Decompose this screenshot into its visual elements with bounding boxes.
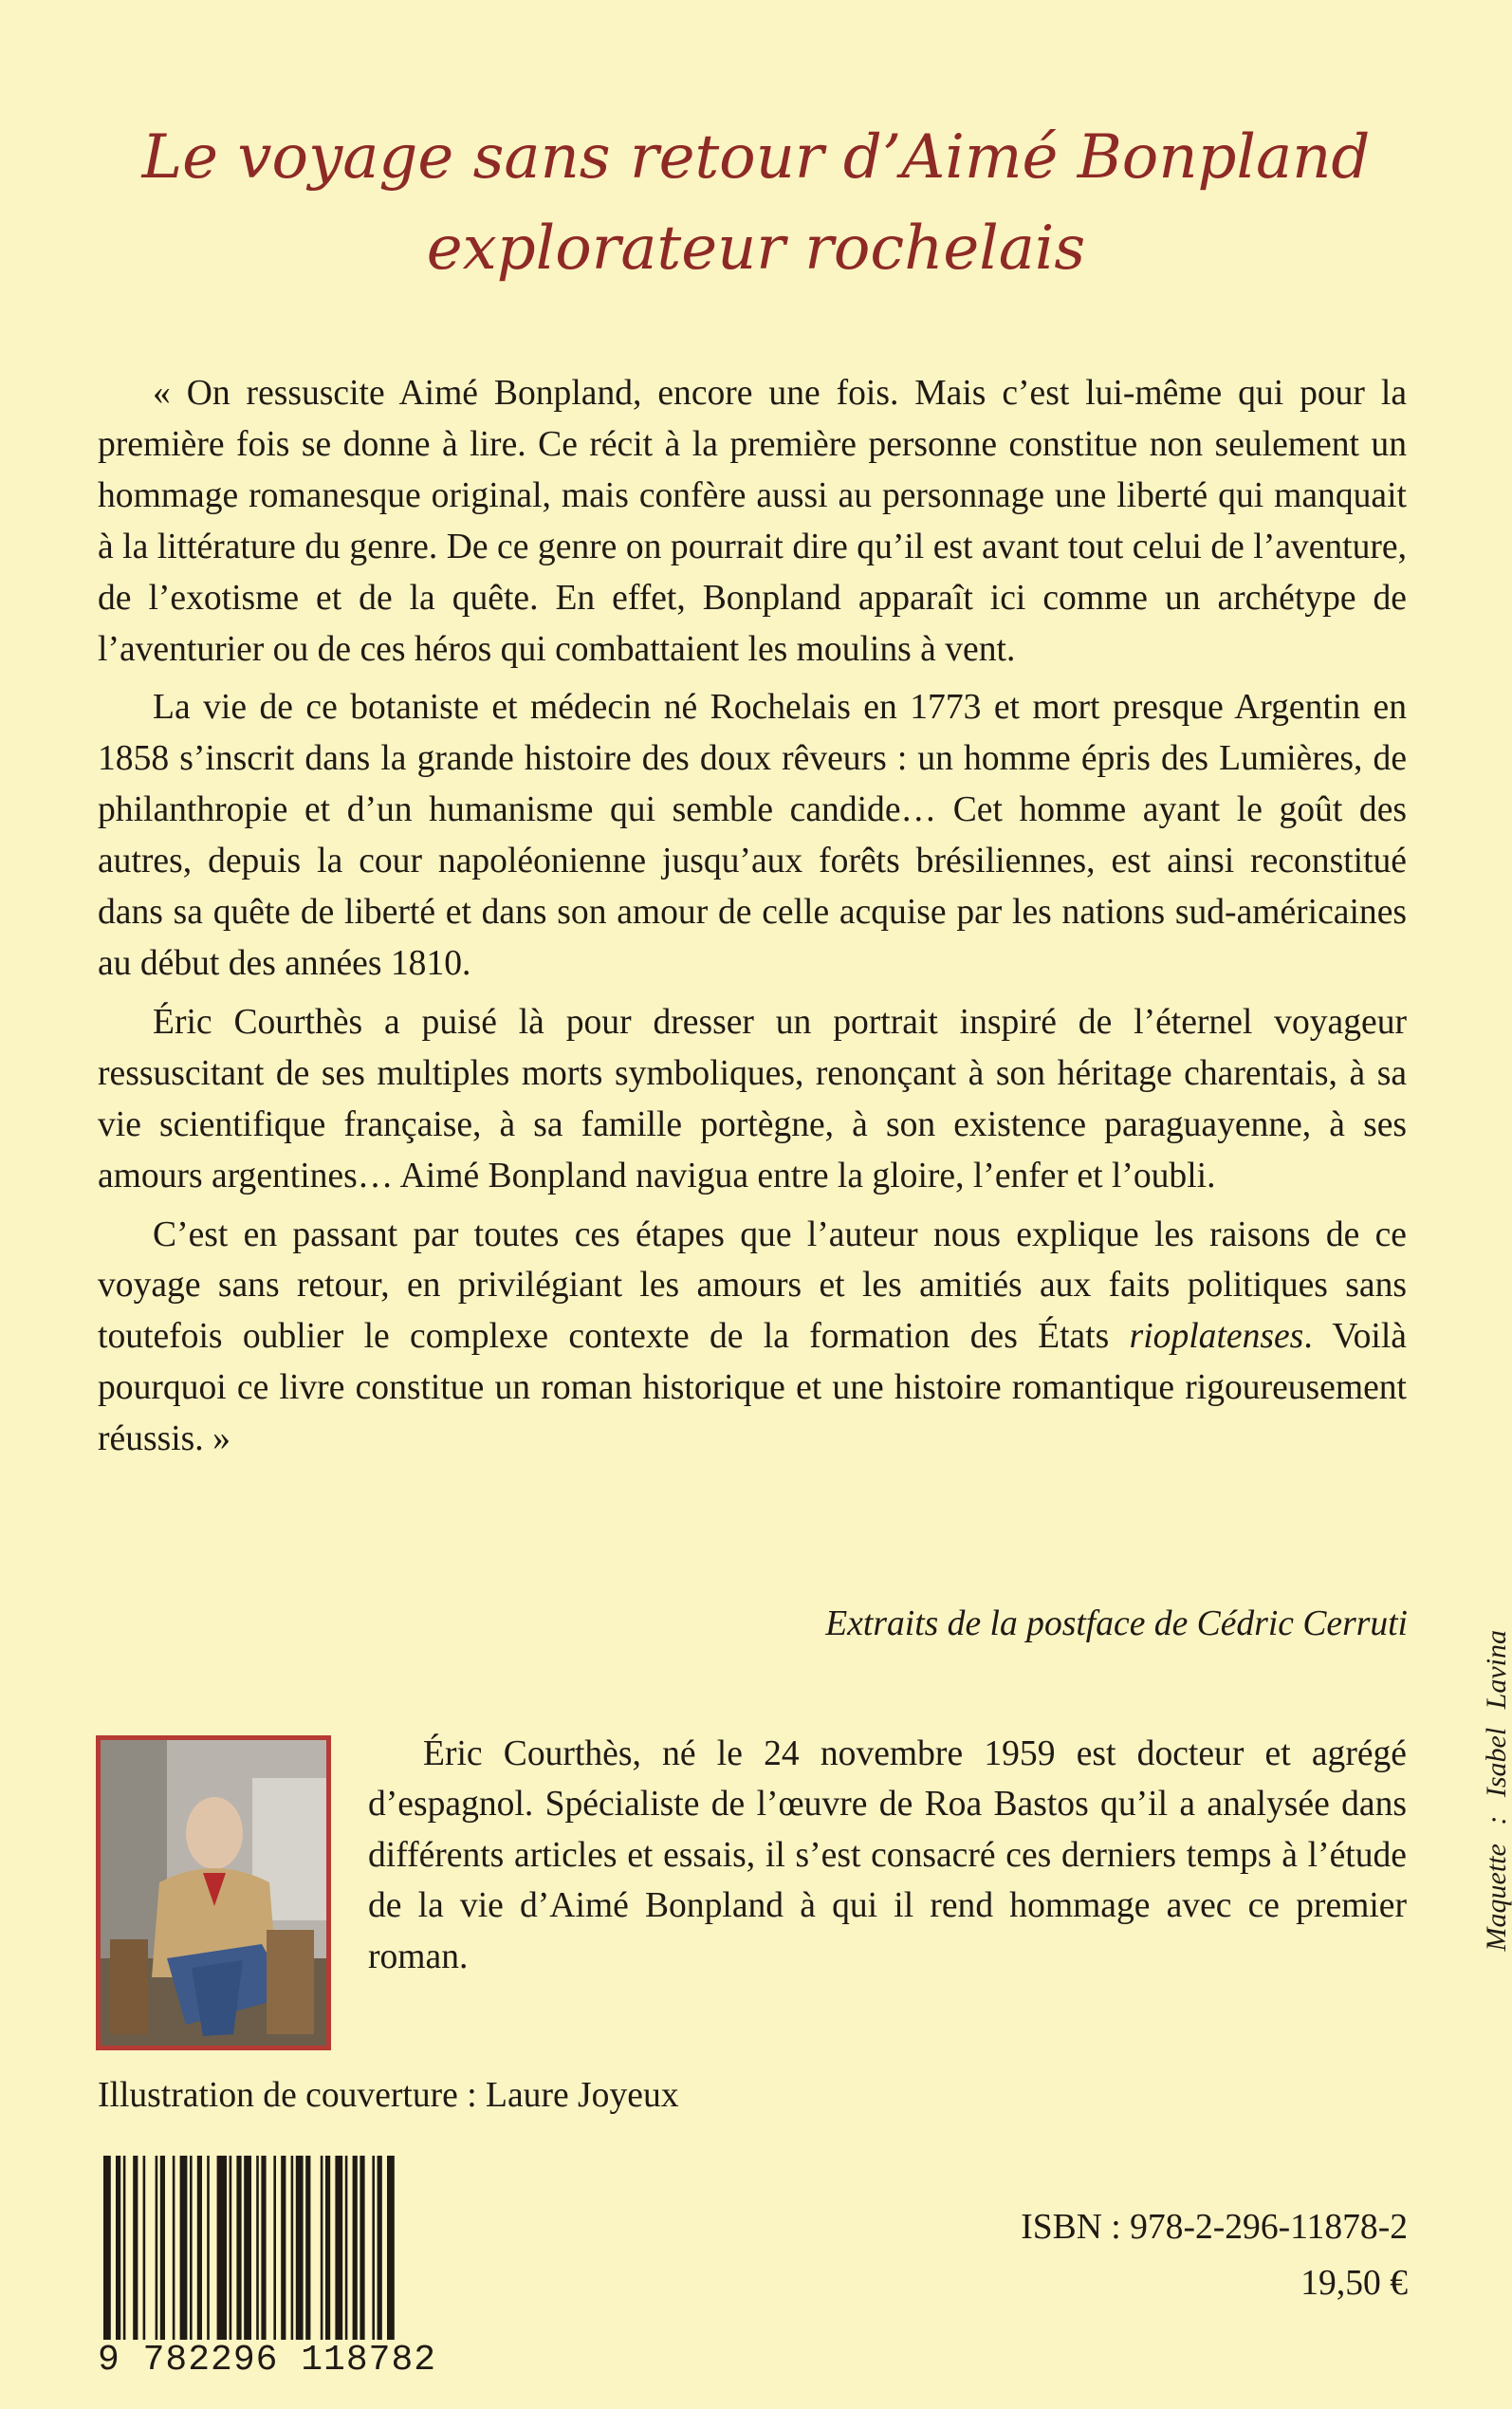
barcode-bar bbox=[190, 2156, 193, 2340]
barcode-bar bbox=[143, 2156, 146, 2340]
price: 19,50 € bbox=[1300, 2264, 1408, 2303]
barcode-bar bbox=[123, 2156, 126, 2340]
barcode-bar bbox=[207, 2156, 210, 2340]
barcode-bar bbox=[197, 2156, 202, 2340]
barcode-bar bbox=[325, 2156, 330, 2340]
author-bio-paragraph: Éric Courthès, né le 24 novembre 1959 est docteur et agrégé d’espagnol. Spécialiste de l’œuvre de Roa Bastos qu’il a analysée dans différents articles et essais, il s’est consacré ces derniers temps à l’étude de la vie d’Aimé Bonpland à qui il rend hommage avec ce premier roman. bbox=[368, 1734, 1407, 1976]
barcode-bar bbox=[236, 2156, 241, 2340]
barcode-bar bbox=[378, 2156, 382, 2340]
barcode-bar bbox=[291, 2156, 294, 2340]
blurb-paragraph-1: « On ressuscite Aimé Bonpland, encore une fois. Mais c’est lui-même qui pour la première fois se donne à lire. Ce récit à la première personne constitue non seulement un hommage romanesque original, mais confère aussi au personnage une liberté qui manquait à la littérature du genre. De ce genre on pourrait dire qu’il est avant tout celui de l’aventure, de l’exotisme et de la quête. En effet, Bonpland apparaît ici comme un archétype de l’aventurier ou de ces héros qui combattaient les moulins à vent. bbox=[98, 374, 1407, 669]
blurb-p4-italic: rioplatenses bbox=[1129, 1317, 1304, 1357]
barcode-bar bbox=[116, 2156, 120, 2340]
author-photo bbox=[96, 1735, 331, 2050]
barcode-bar bbox=[160, 2156, 165, 2340]
barcode-bar bbox=[345, 2156, 348, 2340]
barcode-bar bbox=[180, 2156, 188, 2340]
barcode-bar bbox=[296, 2156, 304, 2340]
book-title bbox=[0, 112, 1512, 294]
barcode-bar bbox=[217, 2156, 227, 2340]
barcode-bar bbox=[244, 2156, 251, 2340]
barcode-bar bbox=[261, 2156, 266, 2340]
barcode-bar bbox=[387, 2156, 395, 2340]
barcode-bar bbox=[156, 2156, 158, 2340]
illustration-credit: Illustration de couverture : Laure Joyeux bbox=[98, 2076, 679, 2115]
book-title-line-2: explorateur rochelais bbox=[426, 213, 1086, 284]
blurb-paragraph-4 bbox=[98, 1210, 1407, 1466]
author-bio bbox=[368, 1729, 1407, 1982]
barcode-bar bbox=[321, 2156, 323, 2340]
barcode-bar bbox=[353, 2156, 358, 2340]
barcode-bar bbox=[133, 2156, 138, 2340]
barcode-bar bbox=[335, 2156, 342, 2340]
barcode-bar bbox=[173, 2156, 175, 2340]
barcode-bar bbox=[273, 2156, 276, 2340]
book-title-line-1: Le voyage sans retour d’Aimé Bonpland bbox=[141, 122, 1371, 193]
postface-attribution: Extraits de la postface de Cédric Cerruti bbox=[825, 1604, 1408, 1643]
blurb-p4-start: C’est en passant par toutes ces étapes que l’auteur nous explique les raisons de ce voyage sans retour, en privilégiant les amours et les amitiés aux faits politiques sans toutefois oublier le complexe contexte de la formation des États bbox=[98, 1214, 1407, 1357]
blurb-paragraph-2: La vie de ce botaniste et médecin né Rochelais en 1773 et mort presque Argentin en 1858 s’inscrit dans la grande histoire des doux rêveurs : un homme épris des Lumières, de philanthropie et d’un humanisme qui semble candide… Cet homme ayant le goût des autres, depuis la cour napoléonienne jusqu’aux forêts brésiliennes, est ainsi reconstitué dans sa quête de liberté et dans son amour de celle acquise par les nations sud-américaines au début des années 1810. bbox=[98, 688, 1407, 983]
barcode-bar bbox=[305, 2156, 310, 2340]
barcode-bar bbox=[103, 2156, 111, 2340]
blurb-paragraph-3: Éric Courthès a puisé là pour dresser un portrait inspiré de l’éternel voyageur ressuscitant de ses multiples morts symboliques, renonçant à son héritage charentais, à sa vie scientifique française, à sa famille portègne, à son existence paraguayenne, à ses amours argentines… Aimé Bonpland navigua entre la gloire, l’enfer et l’oubli. bbox=[98, 1002, 1407, 1195]
author-portrait-icon bbox=[101, 1740, 326, 2046]
barcode-bar bbox=[230, 2156, 232, 2340]
barcode-bar bbox=[256, 2156, 259, 2340]
barcode bbox=[98, 2156, 475, 2340]
barcode-digits: 9 782296 118782 bbox=[98, 2340, 437, 2381]
barcode-bar bbox=[360, 2156, 364, 2340]
blurb-p4-end: . Voilà pourquoi ce livre constitue un roman historique et une histoire romantique rigoureusement réussis. » bbox=[98, 1317, 1407, 1459]
blurb-text bbox=[98, 368, 1407, 1473]
barcode-bar bbox=[281, 2156, 286, 2340]
isbn: ISBN : 978-2-296-11878-2 bbox=[1021, 2208, 1408, 2247]
barcode-bar bbox=[372, 2156, 375, 2340]
design-credit: Maquette : Isabel Lavina bbox=[1481, 1630, 1512, 1952]
